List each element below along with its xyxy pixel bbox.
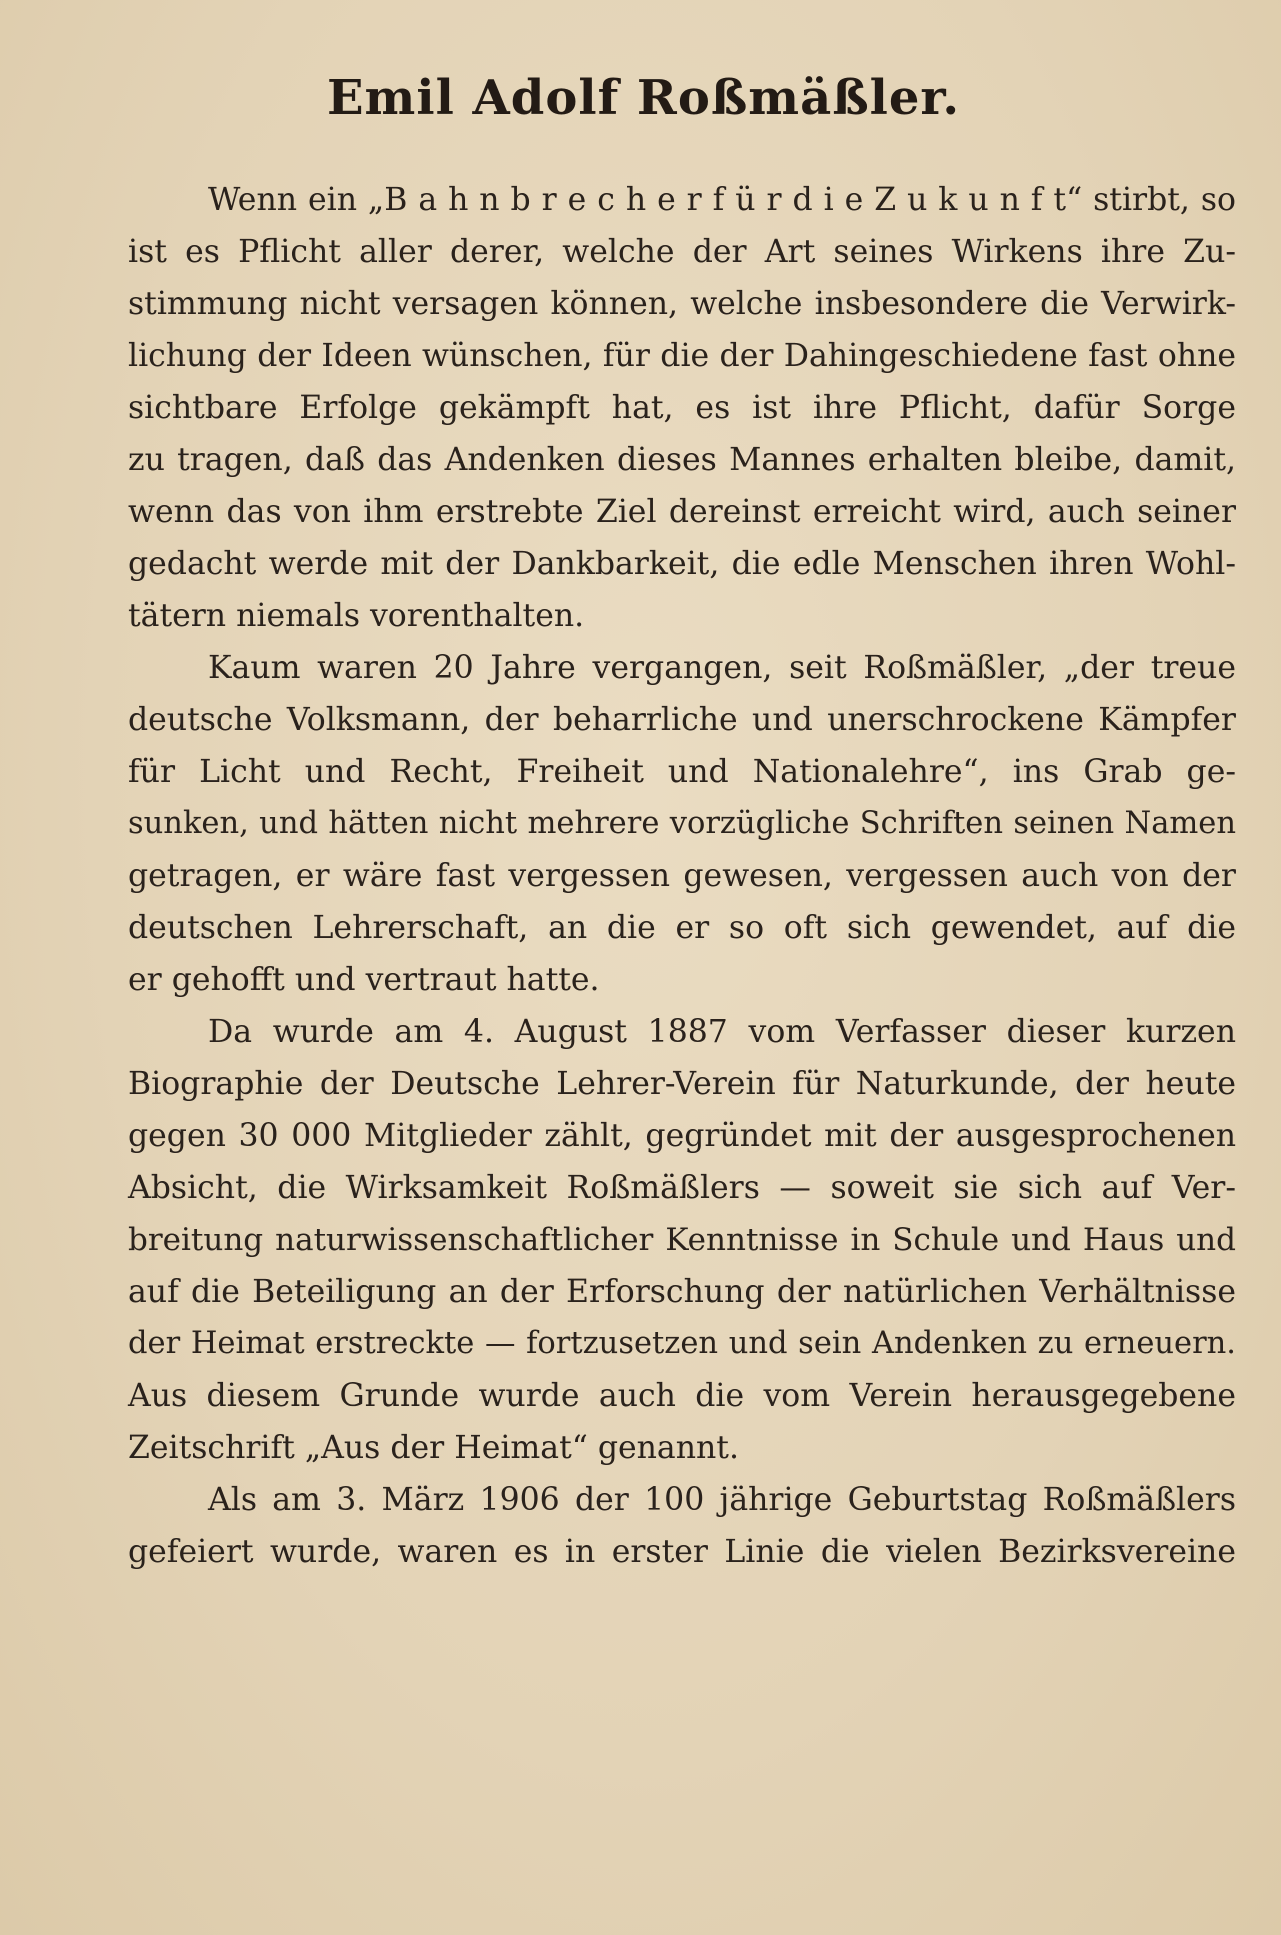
text-line: Biographie der Deutsche Lehrer-Verein für Naturkunde, der heute	[128, 1066, 1236, 1102]
paragraph-4	[48, 1474, 1239, 1578]
paragraph-2	[48, 642, 1239, 1006]
text-line: sunken, und hätten nicht mehrere vorzügliche Schriften seinen Namen	[128, 806, 1236, 841]
text-line: für Licht und Recht, Freiheit und Nationalehre“, ins Grab ge-	[128, 754, 1236, 790]
text-line: ist es Pflicht aller derer, welche der Art seines Wirkens ihre Zu-	[128, 234, 1236, 270]
text-line: Da wurde am 4. August 1887 vom Verfasser dieser kurzen	[208, 1014, 1236, 1050]
text-line: der Heimat erstreckte — fortzusetzen und sein Andenken zu erneuern.	[128, 1326, 1236, 1361]
paragraph-3	[48, 1006, 1239, 1474]
text-line: stimmung nicht versagen können, welche insbesondere die Verwirk-	[128, 286, 1236, 322]
text-line: Absicht, die Wirksamkeit Roßmäßlers — soweit sie sich auf Ver-	[128, 1170, 1236, 1206]
text-line: zu tragen, daß das Andenken dieses Mannes erhalten bleibe, damit,	[128, 442, 1236, 478]
text-line: Zeitschrift „Aus der Heimat“ genannt.	[128, 1430, 739, 1466]
text-line: breitung naturwissenschaftlicher Kenntnisse in Schule und Haus und	[128, 1222, 1236, 1258]
text-line: Kaum waren 20 Jahre vergangen, seit Roßmäßler, „der treue	[208, 650, 1236, 686]
text-line: lichung der Ideen wünschen, für die der Dahingeschiedene fast ohne	[128, 338, 1236, 374]
text-line: Aus diesem Grunde wurde auch die vom Verein herausgegebene	[128, 1378, 1236, 1414]
page-title: Emil Adolf Roßmäßler.	[326, 70, 961, 126]
text-line: gedacht werde mit der Dankbarkeit, die edle Menschen ihren Wohl-	[128, 546, 1236, 582]
text-line: Als am 3. März 1906 der 100 jährige Geburtstag Roßmäßlers	[208, 1482, 1236, 1518]
text-line: Wenn ein „B a h n b r e c h e r f ü r d i e Z u k u n f t“ stirbt, so	[208, 182, 1236, 218]
paragraph-1	[48, 174, 1239, 642]
text-line: auf die Beteiligung an der Erforschung der natürlichen Verhältnisse	[128, 1274, 1236, 1310]
text-line: deutschen Lehrerschaft, an die er so oft sich gewendet, auf die	[128, 910, 1236, 946]
text-line: tätern niemals vorenthalten.	[128, 598, 585, 634]
text-line: getragen, er wäre fast vergessen gewesen, vergessen auch von der	[128, 858, 1236, 894]
text-line: deutsche Volksmann, der beharrliche und unerschrockene Kämpfer	[128, 702, 1236, 738]
text-line: gegen 30 000 Mitglieder zählt, gegründet mit der ausgesprochenen	[128, 1118, 1236, 1154]
text-line: er gehofft und vertraut hatte.	[128, 962, 600, 998]
text-line: sichtbare Erfolge gekämpft hat, es ist ihre Pflicht, dafür Sorge	[128, 390, 1236, 426]
text-line: gefeiert wurde, waren es in erster Linie die vielen Bezirksvereine	[128, 1534, 1236, 1570]
text-line: wenn das von ihm erstrebte Ziel dereinst erreicht wird, auch seiner	[128, 494, 1236, 530]
